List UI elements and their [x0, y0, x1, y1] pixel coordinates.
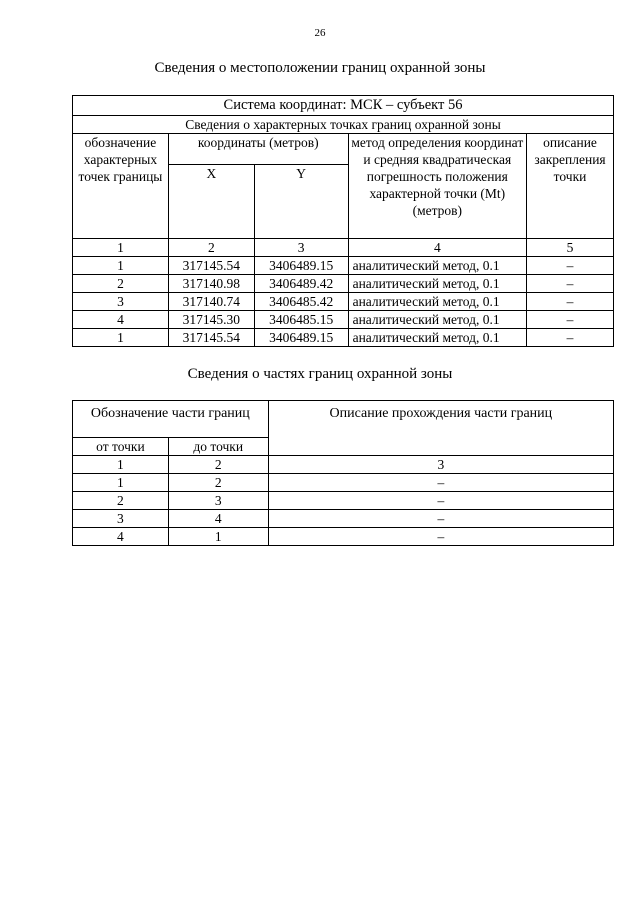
table-row	[73, 492, 614, 510]
point-id: 4	[73, 311, 169, 329]
point-id: 1	[73, 257, 169, 275]
table-row	[73, 528, 614, 546]
header-designation: обозначение характерных точек границы	[73, 134, 169, 239]
column-number: 3	[254, 239, 348, 257]
coord-x: 317145.54	[168, 329, 254, 347]
header-coordinates: координаты (метров)	[168, 134, 348, 165]
column-number: 2	[168, 456, 268, 474]
table-row	[73, 275, 614, 293]
boundary-parts-table	[72, 400, 614, 546]
fixation-cell: –	[527, 257, 614, 275]
section-title-boundary-parts: Сведения о частях границ охранной зоны	[187, 366, 453, 382]
part-description: –	[268, 474, 613, 492]
table-subtitle-row: Сведения о характерных точках границ охранной зоны	[73, 116, 614, 134]
coord-x: 317140.98	[168, 275, 254, 293]
from-point: 3	[73, 510, 169, 528]
table-row	[73, 510, 614, 528]
method-cell: аналитический метод, 0.1	[348, 329, 526, 347]
coordinate-system-row: Система координат: МСК – субъект 56	[73, 96, 614, 116]
table-row	[73, 293, 614, 311]
column-number: 2	[168, 239, 254, 257]
from-point: 4	[73, 528, 169, 546]
coord-x: 317145.30	[168, 311, 254, 329]
coord-x: 317145.54	[168, 257, 254, 275]
to-point: 4	[168, 510, 268, 528]
table-row	[73, 329, 614, 347]
coord-y: 3406485.42	[254, 293, 348, 311]
from-point: 2	[73, 492, 169, 510]
column-number: 3	[268, 456, 613, 474]
part-description: –	[268, 528, 613, 546]
point-id: 2	[73, 275, 169, 293]
header-part-description: Описание прохождения части границ	[268, 401, 613, 456]
to-point: 1	[168, 528, 268, 546]
column-number: 4	[348, 239, 526, 257]
coord-y: 3406489.42	[254, 275, 348, 293]
column-number: 1	[73, 239, 169, 257]
column-number-row	[73, 239, 614, 257]
fixation-cell: –	[527, 311, 614, 329]
column-number: 5	[527, 239, 614, 257]
method-cell: аналитический метод, 0.1	[348, 311, 526, 329]
header-x: X	[168, 165, 254, 239]
table-row	[73, 257, 614, 275]
part-description: –	[268, 510, 613, 528]
table-row	[73, 474, 614, 492]
page-number: 26	[314, 27, 326, 39]
method-cell: аналитический метод, 0.1	[348, 293, 526, 311]
column-number: 1	[73, 456, 169, 474]
from-point: 1	[73, 474, 169, 492]
coord-y: 3406489.15	[254, 329, 348, 347]
table-row	[73, 311, 614, 329]
header-fixation: описание закрепления точки	[527, 134, 614, 239]
method-cell: аналитический метод, 0.1	[348, 275, 526, 293]
section-title-boundary-location: Сведения о местоположении границ охранной зоны	[154, 60, 486, 76]
coord-y: 3406485.15	[254, 311, 348, 329]
header-y: Y	[254, 165, 348, 239]
fixation-cell: –	[527, 293, 614, 311]
header-method: метод определения координат и средняя квадратическая погрешность положения характерной точки (Mt) (метров)	[348, 134, 526, 239]
point-id: 1	[73, 329, 169, 347]
fixation-cell: –	[527, 275, 614, 293]
coord-x: 317140.74	[168, 293, 254, 311]
to-point: 3	[168, 492, 268, 510]
column-number-row	[73, 456, 614, 474]
fixation-cell: –	[527, 329, 614, 347]
header-part-designation: Обозначение части границ	[73, 401, 269, 438]
header-from-point: от точки	[73, 438, 169, 456]
characteristic-points-table	[72, 95, 614, 347]
header-to-point: до точки	[168, 438, 268, 456]
method-cell: аналитический метод, 0.1	[348, 257, 526, 275]
to-point: 2	[168, 474, 268, 492]
coord-y: 3406489.15	[254, 257, 348, 275]
point-id: 3	[73, 293, 169, 311]
part-description: –	[268, 492, 613, 510]
